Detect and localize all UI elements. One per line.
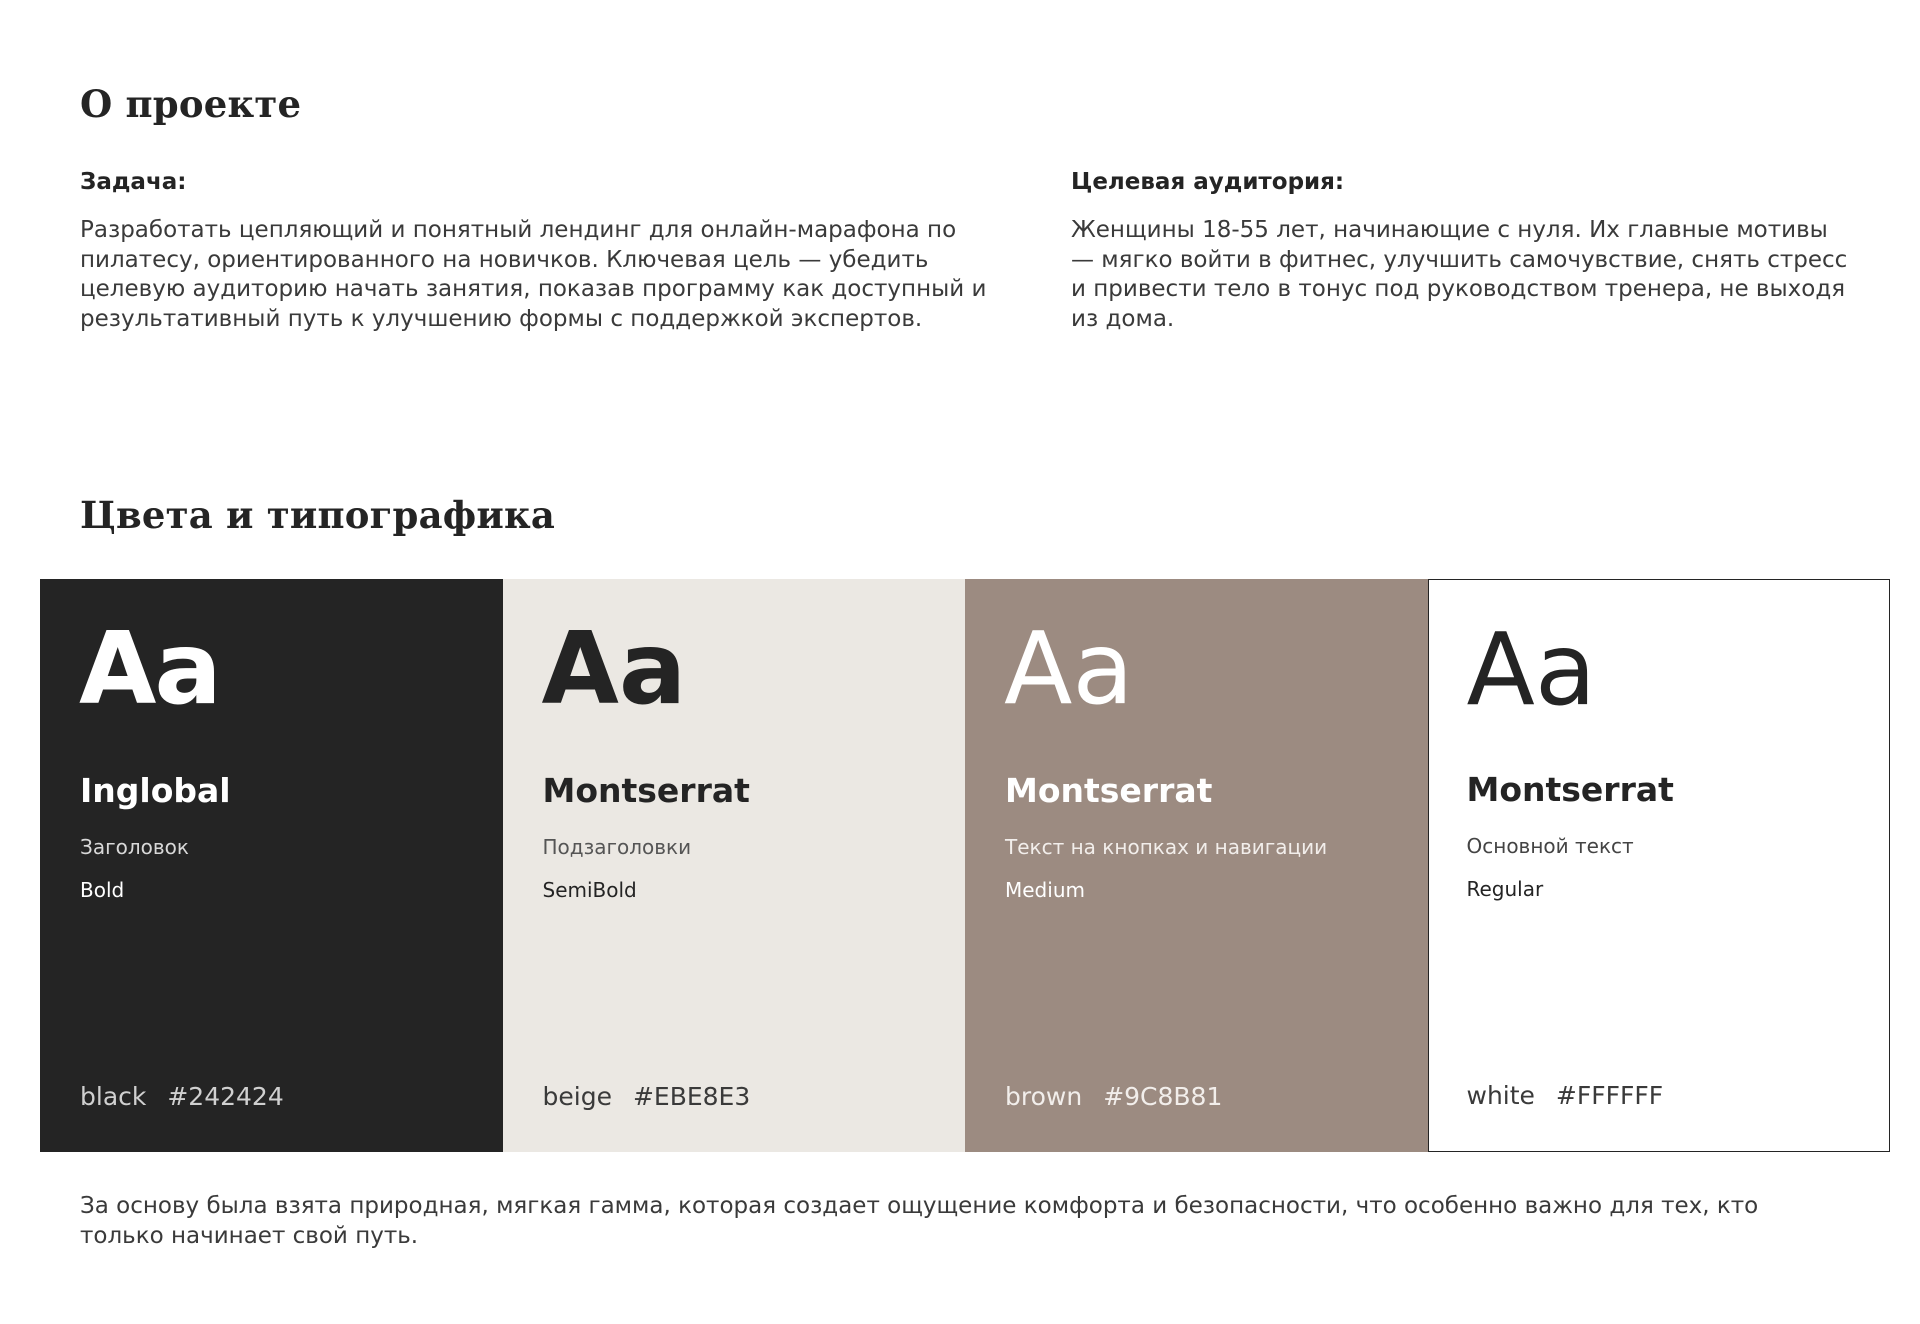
font-usage: Заголовок	[80, 835, 189, 859]
task-label: Задача:	[80, 169, 187, 195]
font-name: Montserrat	[1005, 771, 1213, 810]
swatch-white	[1428, 579, 1891, 1152]
swatch-black	[40, 579, 503, 1152]
font-weight: Medium	[1005, 878, 1085, 902]
color-palette	[40, 579, 1890, 1152]
audience-label: Целевая аудитория:	[1071, 169, 1345, 195]
palette-note: За основу была взята природная, мягкая гамма, которая создает ощущение комфорта и безопасности, что особенно важно для тех, кто только начинает свой путь.	[80, 1193, 1759, 1249]
swatch-brown	[965, 579, 1428, 1152]
font-weight: SemiBold	[542, 878, 637, 902]
task-text: Разработать цепляющий и понятный лендинг для онлайн-марафона по пилатесу, ориентированного на новичков. Ключевая цель — убедить целевую аудиторию начать занятия, показав программу как доступный и результативный путь к улучшению формы с поддержкой экспертов.	[80, 217, 987, 332]
font-usage: Основной текст	[1466, 834, 1634, 858]
type-sample: Aa	[1466, 611, 1597, 728]
font-usage: Подзаголовки	[542, 835, 692, 859]
font-weight: Regular	[1466, 877, 1544, 901]
task-block	[80, 168, 1000, 334]
color-hex: #EBE8E3	[632, 1082, 751, 1111]
color-name: beige	[542, 1082, 612, 1111]
color-name: black	[80, 1082, 147, 1111]
colors-title: Цвета и типографика	[80, 493, 556, 537]
color-hex: #9C8B81	[1103, 1082, 1223, 1111]
font-name: Montserrat	[542, 771, 750, 810]
font-weight: Bold	[80, 878, 125, 902]
about-title: О проекте	[80, 82, 302, 126]
color-code	[1467, 1083, 1664, 1108]
audience-text: Женщины 18-55 лет, начинающие с нуля. Их главные мотивы — мягко войти в фитнес, улучшить самочувствие, снять стресс и привести тело в тонус под руководством тренера, не выходя из дома.	[1071, 217, 1848, 332]
audience-block	[1071, 168, 1851, 334]
swatch-beige	[503, 579, 966, 1152]
color-code	[543, 1084, 751, 1109]
color-code	[1005, 1084, 1222, 1109]
color-name: brown	[1005, 1082, 1083, 1111]
type-sample: Aa	[79, 610, 220, 727]
font-name: Montserrat	[1466, 770, 1674, 809]
color-code	[80, 1084, 284, 1109]
font-name: Inglobal	[80, 771, 231, 810]
font-usage: Текст на кнопках и навигации	[1005, 835, 1328, 859]
color-name: white	[1466, 1081, 1535, 1110]
type-sample: Aa	[541, 610, 687, 727]
color-hex: #FFFFFF	[1555, 1081, 1664, 1110]
color-hex: #242424	[167, 1082, 284, 1111]
type-sample: Aa	[1004, 610, 1134, 727]
